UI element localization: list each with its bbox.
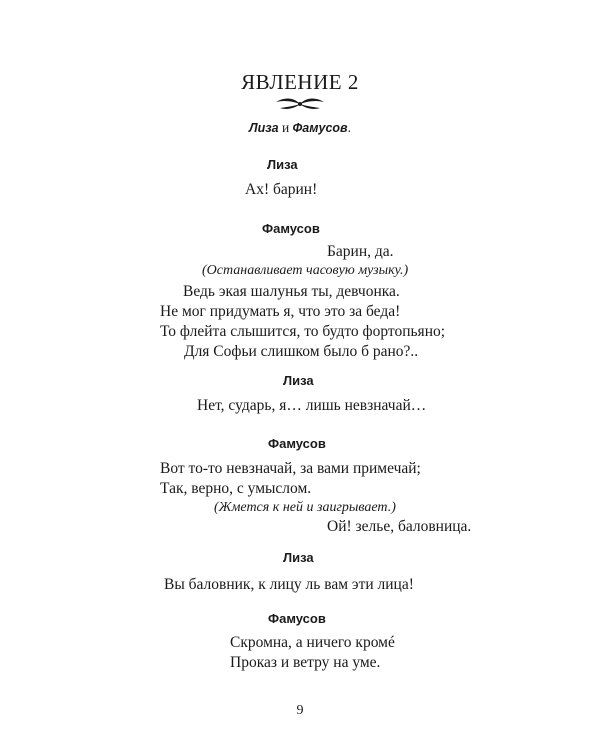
speaker-name: Фамусов xyxy=(262,221,320,236)
fleuron-icon xyxy=(272,95,328,113)
page-number: 9 xyxy=(296,703,304,718)
verse-line: Ах! барин! xyxy=(245,181,318,198)
verse-line: Так, верно, с умыслом. xyxy=(160,480,312,497)
cast-end: . xyxy=(347,120,351,135)
speaker-name: Фамусов xyxy=(268,436,326,451)
verse-line: То флейта слышится, то будто фортопьяно; xyxy=(160,323,446,340)
cast-name-1: Лиза xyxy=(249,121,279,135)
speaker-name: Лиза xyxy=(267,157,298,172)
verse-line: Нет, сударь, я… лишь невзначай… xyxy=(197,397,427,414)
cast-conjunction: и xyxy=(278,120,293,135)
verse-line: Ой! зелье, баловница. xyxy=(327,518,472,535)
speaker-name: Фамусов xyxy=(268,611,326,626)
stage-direction: (Останавливает часовую музыку.) xyxy=(202,263,409,278)
verse-line: Проказ и ветру на уме. xyxy=(230,654,381,671)
cast-name-2: Фамусов xyxy=(292,121,348,135)
speaker-name: Лиза xyxy=(283,373,314,388)
verse-line: Не мог придумать я, что это за беда! xyxy=(160,303,401,320)
stage-direction: (Жмется к ней и заигрывает.) xyxy=(214,500,396,515)
verse-line: Барин, да. xyxy=(327,243,394,260)
verse-line: Вы баловник, к лицу ль вам эти лица! xyxy=(164,576,414,593)
speaker-name: Лиза xyxy=(283,550,314,565)
verse-line: Вот то-то невзначай, за вами примечай; xyxy=(160,460,421,477)
verse-line: Скромна, а ничего кромé xyxy=(230,634,395,651)
cast-list xyxy=(0,120,600,136)
scene-title: ЯВЛЕНИЕ 2 xyxy=(241,70,359,94)
verse-line: Ведь экая шалунья ты, девчонка. xyxy=(183,283,400,300)
verse-line: Для Софьи слишком было б рано?.. xyxy=(184,343,419,360)
